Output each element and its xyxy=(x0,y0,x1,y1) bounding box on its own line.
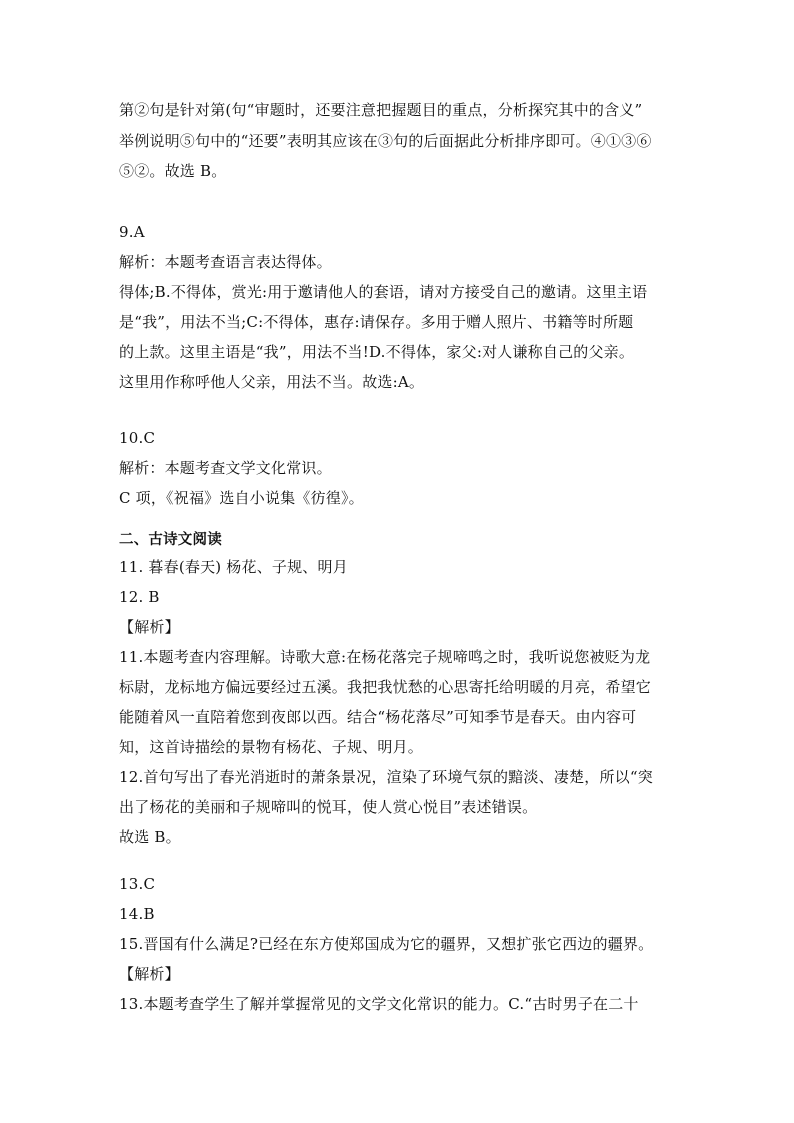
answer-12: 12. B xyxy=(119,588,160,606)
text-line: 的上款。这里主语是“我”，用法不当!D.不得体，家父:对人谦称自己的父亲。 xyxy=(119,343,635,361)
text-line: 知，这首诗描绘的景物有杨花、子规、明月。 xyxy=(119,738,424,756)
section-title: 二、古诗文阅读 xyxy=(119,532,222,548)
analysis-10: 解析：本题考查文学文化常识。 xyxy=(119,459,332,477)
text-line: 能随着风一直陪着您到夜郎以西。结合“杨花落尽”可知季节是春天。由内容可 xyxy=(119,708,637,726)
analysis-label: 【解析】 xyxy=(119,618,180,636)
text-line: 是“我”，用法不当;C:不得体，惠存:请保存。多用于赠人照片、书籍等时所题 xyxy=(119,313,634,331)
text-line: 举例说明⑤句中的“还要”表明其应该在③句的后面据此分析排序即可。④①③⑥ xyxy=(119,132,652,150)
text-line: 11.本题考查内容理解。诗歌大意:在杨花落完子规啼鸣之时，我听说您被贬为龙 xyxy=(119,648,651,666)
answer-11: 11. 暮春(春天) 杨花、子规、明月 xyxy=(119,558,348,576)
text-line: 出了杨花的美丽和子规啼叫的悦耳，使人赏心悦目”表述错误。 xyxy=(119,798,538,816)
analysis-9: 解析：本题考查语言表达得体。 xyxy=(119,253,332,271)
text-line: 故选 B。 xyxy=(119,828,181,846)
analysis-label: 【解析】 xyxy=(119,965,180,983)
text-line: 13.本题考查学生了解并掌握常见的文学文化常识的能力。C.“古时男子在二十 xyxy=(119,995,639,1013)
answer-15: 15.晋国有什么满足?已经在东方使郑国成为它的疆界，又想扩张它西边的疆界。 xyxy=(119,935,654,953)
text-line: 第②句是针对第(句“审题时，还要注意把握题目的重点，分析探究其中的含义” xyxy=(119,101,643,119)
text-line: C 项，《祝福》选自小说集《彷徨》。 xyxy=(119,489,364,507)
text-line: 标尉，龙标地方偏远要经过五溪。我把我忧愁的心思寄托给明暖的月亮，希望它 xyxy=(119,678,652,696)
answer-9: 9.A xyxy=(119,223,145,241)
text-line: 得体;B.不得体，赏光:用于邀请他人的套语，请对方接受自己的邀请。这里主语 xyxy=(119,283,648,301)
text-line: ⑤②。故选 B。 xyxy=(119,162,227,180)
text-line: 这里用作称呼他人父亲，用法不当。故选:A。 xyxy=(119,373,425,391)
answer-13: 13.C xyxy=(119,875,156,893)
text-line: 12.首句写出了春光消逝时的萧条景况，渲染了环境气氛的黯淡、凄楚，所以“突 xyxy=(119,768,653,786)
answer-14: 14.B xyxy=(119,905,155,923)
answer-10: 10.C xyxy=(119,429,156,447)
